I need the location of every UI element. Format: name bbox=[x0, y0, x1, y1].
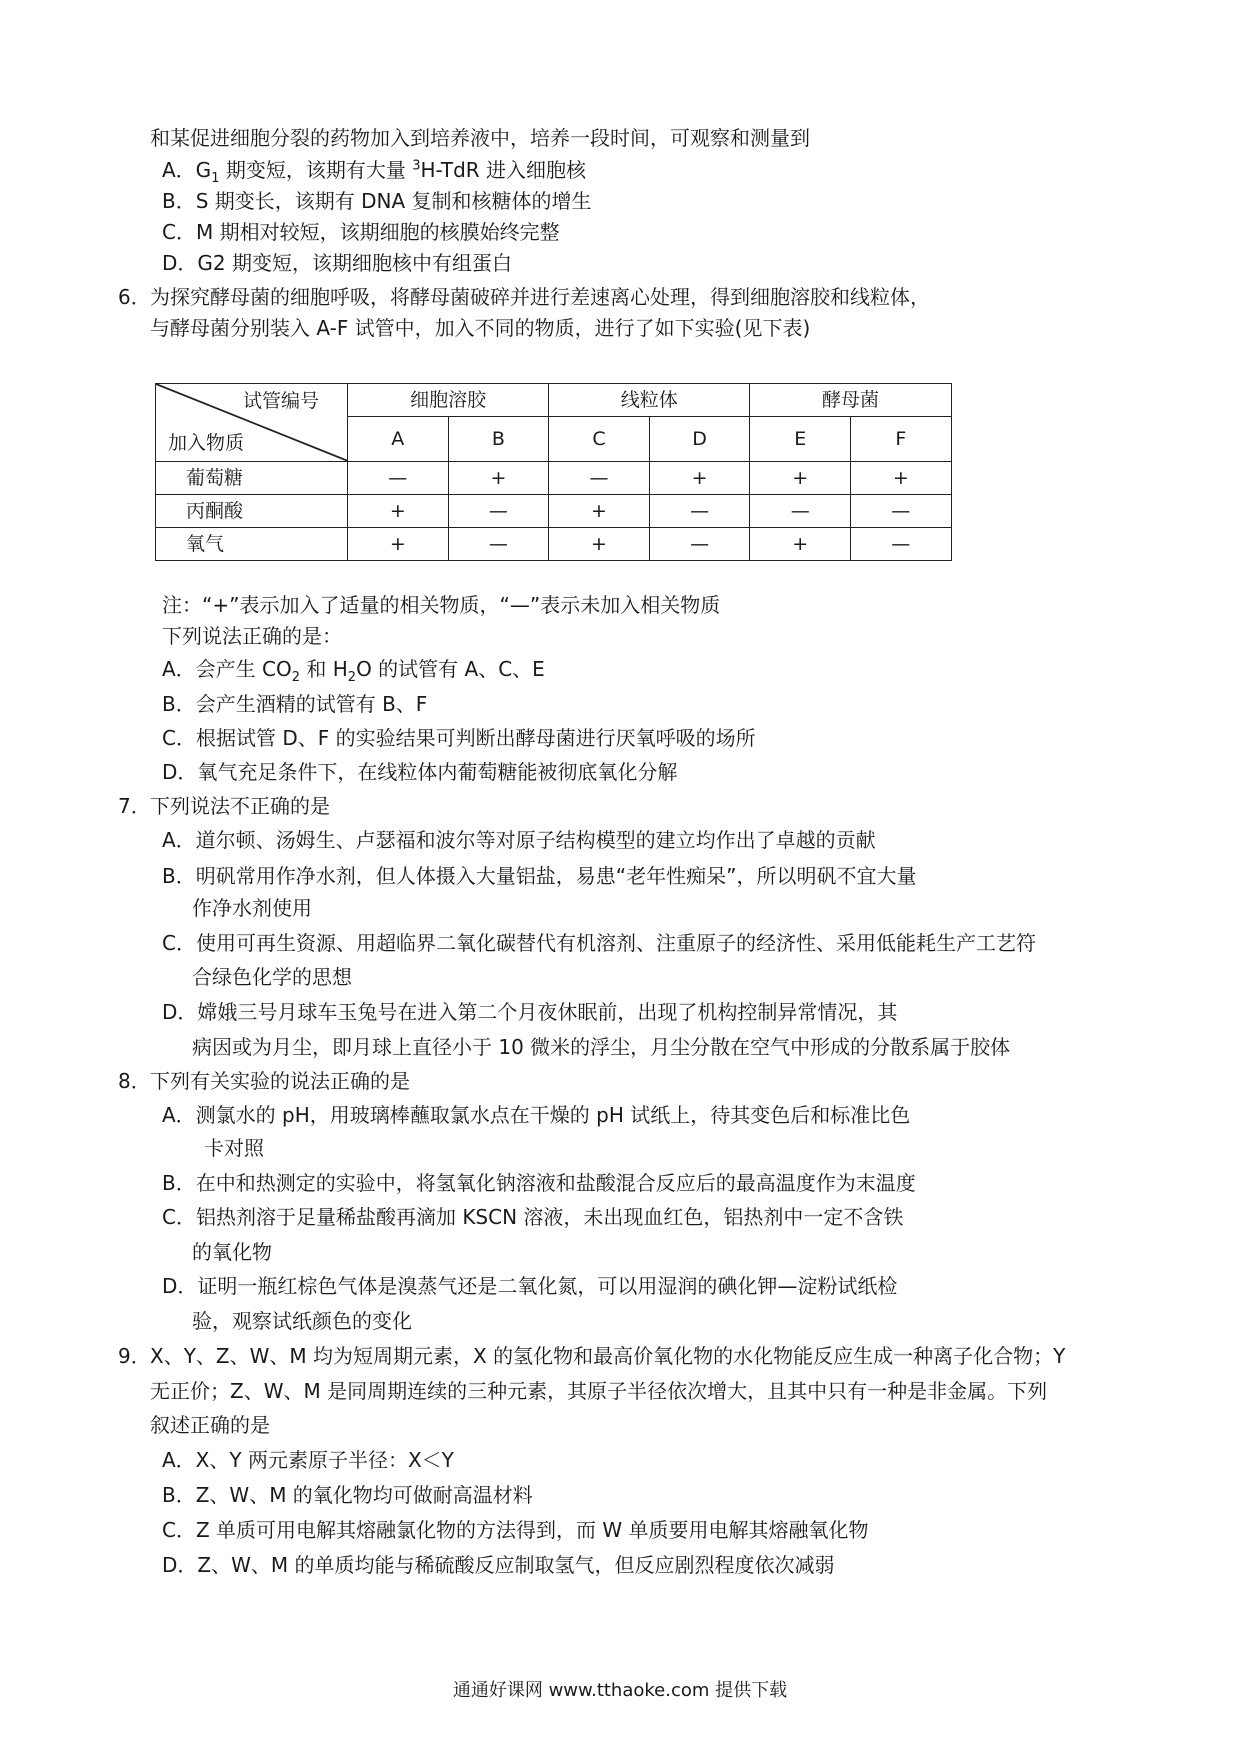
table-row bbox=[156, 495, 952, 528]
table-cell: — bbox=[348, 462, 449, 495]
q8-option-a-line1: A．测氯水的 pH，用玻璃棒蘸取氯水点在干燥的 pH 试纸上，待其变色后和标准比色 bbox=[162, 1103, 911, 1127]
q9-stem-line1: X、Y、Z、W、M 均为短周期元素，X 的氢化物和最高价氧化物的水化物能反应生成一种离子化合物；Y bbox=[150, 1344, 1066, 1368]
q5-a-sup: 3 bbox=[412, 158, 421, 174]
intro-line: 和某促进细胞分裂的药物加入到培养液中，培养一段时间，可观察和测量到 bbox=[150, 126, 810, 150]
q6-a-text-3: O 的试管有 A、C、E bbox=[356, 657, 545, 681]
table-cell: + bbox=[549, 528, 650, 561]
tube-header: D bbox=[649, 417, 750, 462]
table-cell: — bbox=[851, 528, 952, 561]
q9-option-b: B．Z、W、M 的氧化物均可做耐高温材料 bbox=[162, 1483, 533, 1507]
header-tube-number: 试管编号 bbox=[242, 390, 319, 412]
q6-prompt: 下列说法正确的是： bbox=[162, 624, 342, 648]
table-cell: — bbox=[649, 495, 750, 528]
row-label: 葡萄糖 bbox=[156, 462, 348, 495]
table-cell: + bbox=[750, 528, 851, 561]
tube-header: B bbox=[448, 417, 549, 462]
page-footer: 通通好课网 www.tthaoke.com 提供下载 bbox=[452, 1680, 788, 1701]
group-header: 细胞溶胶 bbox=[348, 384, 549, 417]
table-cell: + bbox=[649, 462, 750, 495]
q6-number: 6． bbox=[118, 285, 151, 309]
table-row bbox=[156, 462, 952, 495]
table-cell: — bbox=[448, 528, 549, 561]
q6-stem-line2: 与酵母菌分别装入 A-F 试管中，加入不同的物质，进行了如下实验(见下表) bbox=[150, 316, 811, 340]
q6-option-d: D．氧气充足条件下，在线粒体内葡萄糖能被彻底氧化分解 bbox=[162, 760, 678, 784]
q8-option-c-line2: 的氧化物 bbox=[192, 1240, 272, 1264]
q5-option-d: D．G2 期变短，该期细胞核中有组蛋白 bbox=[162, 251, 512, 275]
row-label: 丙酮酸 bbox=[156, 495, 348, 528]
table-cell: + bbox=[750, 462, 851, 495]
table-cell: + bbox=[348, 495, 449, 528]
q6-note: 注：“+”表示加入了适量的相关物质，“—”表示未加入相关物质 bbox=[162, 593, 721, 617]
header-added-substance: 加入物质 bbox=[168, 432, 245, 454]
table-cell: — bbox=[851, 495, 952, 528]
q7-option-a: A．道尔顿、汤姆生、卢瑟福和波尔等对原子结构模型的建立均作出了卓越的贡献 bbox=[162, 828, 876, 852]
table-corner-cell bbox=[156, 384, 348, 462]
q6-option-c: C．根据试管 D、F 的实验结果可判断出酵母菌进行厌氧呼吸的场所 bbox=[162, 726, 756, 750]
q7-option-c-line2: 合绿色化学的思想 bbox=[192, 965, 352, 989]
table-cell: — bbox=[549, 462, 650, 495]
q6-a-text-1: A．会产生 CO bbox=[162, 657, 292, 681]
q8-option-b: B．在中和热测定的实验中，将氢氧化钠溶液和盐酸混合反应后的最高温度作为末温度 bbox=[162, 1171, 916, 1195]
q9-stem-line3: 叙述正确的是 bbox=[150, 1413, 270, 1437]
q5-a-text-3: H-TdR 进入细胞核 bbox=[420, 158, 587, 182]
q9-option-a: A．X、Y 两元素原子半径：X＜Y bbox=[162, 1448, 454, 1472]
tube-header: A bbox=[348, 417, 449, 462]
table-cell: — bbox=[649, 528, 750, 561]
experiment-table bbox=[155, 383, 952, 561]
table-cell: + bbox=[448, 462, 549, 495]
q6-option-b: B．会产生酒精的试管有 B、F bbox=[162, 692, 428, 716]
group-header: 酵母菌 bbox=[750, 384, 951, 417]
q9-number: 9． bbox=[118, 1344, 151, 1368]
q8-stem: 下列有关实验的说法正确的是 bbox=[150, 1069, 410, 1093]
row-label: 氧气 bbox=[156, 528, 348, 561]
q7-option-d-line2: 病因或为月尘，即月球上直径小于 10 微米的浮尘，月尘分散在空气中形成的分散系属于胶体 bbox=[192, 1035, 1011, 1059]
q8-option-d-line1: D．证明一瓶红棕色气体是溴蒸气还是二氧化氮，可以用湿润的碘化钾—淀粉试纸检 bbox=[162, 1274, 898, 1298]
q5-a-text-1: A．G bbox=[162, 158, 212, 182]
q6-a-sub-1: 2 bbox=[291, 670, 301, 685]
q7-option-d-line1: D．嫦娥三号月球车玉兔号在进入第二个月夜休眠前，出现了机构控制异常情况，其 bbox=[162, 1000, 898, 1024]
tube-header: E bbox=[750, 417, 851, 462]
q8-option-c-line1: C．铝热剂溶于足量稀盐酸再滴加 KSCN 溶液，未出现血红色，铝热剂中一定不含铁 bbox=[162, 1205, 904, 1229]
q7-stem: 下列说法不正确的是 bbox=[150, 794, 330, 818]
q9-option-d: D．Z、W、M 的单质均能与稀硫酸反应制取氢气，但反应剧烈程度依次减弱 bbox=[162, 1553, 835, 1577]
table-cell: — bbox=[750, 495, 851, 528]
table-cell: — bbox=[448, 495, 549, 528]
q5-option-b: B．S 期变长，该期有 DNA 复制和核糖体的增生 bbox=[162, 189, 592, 213]
q8-option-a-line2: 卡对照 bbox=[204, 1136, 264, 1160]
q5-a-sub: 1 bbox=[211, 171, 220, 186]
tube-header: F bbox=[851, 417, 952, 462]
q6-a-sub-2: 2 bbox=[347, 670, 357, 685]
q7-option-b-line1: B．明矾常用作净水剂，但人体摄入大量铝盐，易患“老年性痴呆”，所以明矾不宜大量 bbox=[162, 864, 917, 888]
q9-stem-line2: 无正价；Z、W、M 是同周期连续的三种元素，其原子半径依次增大，且其中只有一种是非金属。下列 bbox=[150, 1379, 1048, 1403]
table-cell: + bbox=[348, 528, 449, 561]
group-header: 线粒体 bbox=[549, 384, 750, 417]
q5-option-c: C．M 期相对较短，该期细胞的核膜始终完整 bbox=[162, 220, 560, 244]
q6-a-text-2: 和 H bbox=[306, 657, 348, 681]
q6-stem-line1: 为探究酵母菌的细胞呼吸，将酵母菌破碎并进行差速离心处理，得到细胞溶胶和线粒体， bbox=[150, 285, 930, 309]
table-cell: + bbox=[549, 495, 650, 528]
q7-option-b-line2: 作净水剂使用 bbox=[192, 896, 312, 920]
q8-option-d-line2: 验，观察试纸颜色的变化 bbox=[192, 1309, 412, 1333]
table-cell: + bbox=[851, 462, 952, 495]
tube-header: C bbox=[549, 417, 650, 462]
q9-option-c: C．Z 单质可用电解其熔融氯化物的方法得到，而 W 单质要用电解其熔融氧化物 bbox=[162, 1518, 869, 1542]
q7-option-c-line1: C．使用可再生资源、用超临界二氧化碳替代有机溶剂、注重原子的经济性、采用低能耗生产工艺符 bbox=[162, 931, 1036, 955]
q8-number: 8． bbox=[118, 1069, 151, 1093]
q5-option-a bbox=[162, 156, 586, 184]
q5-a-text-2: 期变短，该期有大量 bbox=[225, 158, 406, 182]
q7-number: 7． bbox=[118, 794, 151, 818]
table-row bbox=[156, 528, 952, 561]
q6-option-a bbox=[162, 655, 545, 683]
